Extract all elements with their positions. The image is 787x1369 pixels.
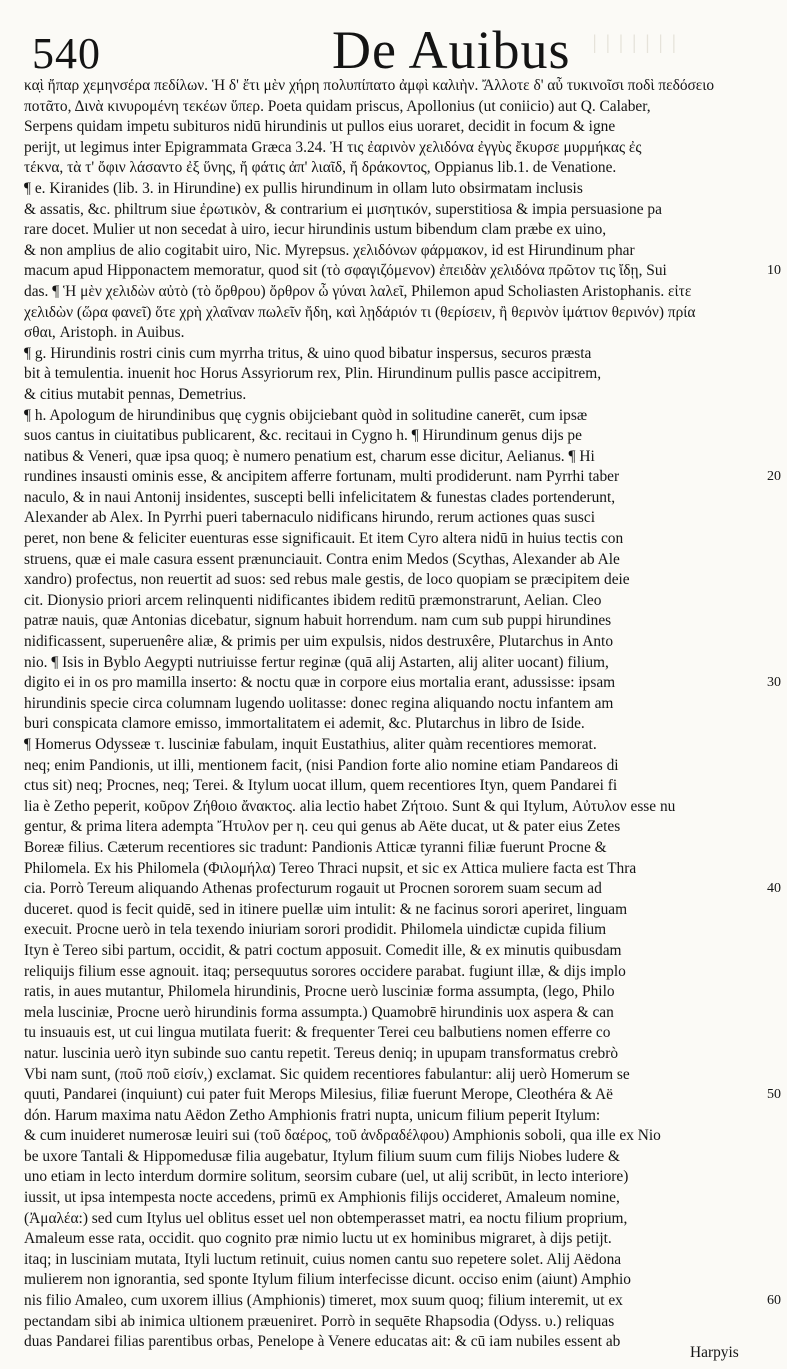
text-line: τέκνα, τὰ τ' ὄφιν λάσαντο ἐξ ὕνης, ἤ φάτις ἀπ' λιαῖδ, ἤ δράκοντος, Oppianus lib.1. de Venatione. [24,159,617,177]
text-line: Vbi nam sunt, (ποῦ ποῦ εἰσίν,) exclamat. Sic quidem recentiores fabulantur: alij uerò Homerum se [24,1065,630,1083]
text-line: digito ei in os pro mamilla inserto: & noctu quæ in corpore eius mortalia erant, adussisse: ipsam [24,674,616,692]
margin-line-number: 50 [767,1087,781,1103]
text-line: natur. luscinia uerò ityn subinde suo cantu repetit. Tereus deniq; in upupam transformatus crebrò [24,1044,619,1062]
text-line: neq; enim Pandionis, ut illi, mentionem facit, (nisi Pandion forte alio nomine etiam Pandareos di [24,756,619,774]
text-line: ratis, in aues mutantur, Philomela hirundinis, Procne uerò lusciniæ forma assumpta, (lego, Philo [24,983,615,1001]
text-line: reliquijs filium esse agnouit. itaq; persequutus sorores occidere parabat. fugiunt illæ, & dijs implo [24,962,626,980]
text-line: macum apud Hipponactem memoratur, quod sit (τὸ σφαγιζόμενον) ἐπειδὰν χελιδόνα πρῶτον τις ἴδῃ, Sui [24,262,667,280]
text-line: ¶ h. Apologum de hirundinibus quę cygnis obijciebant quòd in solitudine canerēt, cum ipsæ [24,406,588,424]
text-line: struens, quæ ei male casura essent prænunciauit. Contra enim Medos (Scythas, Alexander ab Ale [24,550,620,568]
text-line: cia. Porrò Tereum aliquando Athenas profecturum rogauit ut Procnen sororem suam secum ad [24,880,602,898]
text-line: hirundinis specie circa columnam lugendo uolitasse: donec regina aliquando noctu infantem am [24,694,614,712]
text-line: be uxore Tantali & Hippomedusæ filia augebatur, Itylum filium suum cum filijs Niobes ludere & [24,1147,621,1165]
text-line: buri conspicata clamore emisso, immortalitatem ei ademit, &c. Plutarchus in libro de Iside. [24,715,585,733]
text-line: Ityn è Tereo sibi partum, occidit, & patri coctum apposuit. Comedit ille, & ex minutis quibusdam [24,941,622,959]
text-line: patræ nauis, quæ Antonias dicebatur, signum habuit horrendum. nam cum sub puppi hirundines [24,612,612,630]
catchword: Harpyis [690,1344,739,1361]
text-line: lia è Zetho peperit, κοῦρον Ζήθοιο ἄνακτος. alia lectio habet Ζήτοιο. Sunt & qui Itylum, Αὐτυλον esse nu [24,797,676,815]
text-line: rare docet. Mulier ut non secedat à uiro, iecur hirundinis ustum bibendum clam præbe ex uino, [24,221,607,239]
text-line: & citius mutabit pennas, Demetrius. [24,385,247,403]
text-line: & non amplius de alio cogitabit uiro, Nic. Myrepsus. χελιδόνων φάρμακον, id est Hirundinum phar [24,241,635,259]
text-line: (Ἀμαλέα:) sed cum Itylus uel oblitus esset uel non obtemperasset matri, ea noctu filium proprium, [24,1209,628,1227]
text-line: gentur, & prima litera adempta Ἤτυλον per η. ceu qui genus ab Aëte ducat, ut & pater eius Zetes [24,818,621,836]
text-line: execuit. Procne uerò in tela texendo iniuriam sorori prodidit. Philomela uindictæ cupida filium [24,921,607,939]
text-line: χελιδὼν (ὥρα φανεῖ) ὅτε χρὴ χλαῖναν πωλεῖν ἤδη, καὶ λῃδάριόν τι (θερίσειν, ἢ θερινὸν ἱμάτιον θερινόν) πρία [24,303,696,321]
text-line: peret, non bene & feliciter euenturas esse significauit. Et item Cyro altera nidū in huius tectis con [24,530,624,548]
bleed-through: ǀǀǀǀǀǀǀ [592,30,685,59]
text-line: nidificassent, superuenêre aliæ, & primis per uim expulsis, nidos destruxêre, Plutarchus in Anto [24,633,614,651]
text-line: rundines insausti ominis esse, & ancipitem afferre fortunam, multi prodiderunt. nam Pyrrhi taber [24,468,620,486]
text-line: Philomela. Ex his Philomela (Φιλομήλα) Tereo Thraci nupsit, et sic ex Attica muliere facta est Thra [24,859,637,877]
text-line: ¶ Homerus Odysseæ τ. lusciniæ fabulam, inquit Eustathius, aliter quàm recentiores memorat. [24,736,597,753]
text-line: dón. Harum maxima natu Aëdon Zetho Amphionis fratri nupta, unicum filium peperit Itylum: [24,1106,601,1124]
text-line: ctus sit) neq; Procnes, neq; Terei. & Itylum uocat illum, quem recentiores Ityn, quem Pandarei fi [24,777,618,795]
text-line: & cum inuideret numerosæ leuiri sui (τοῦ δαέρος, τοῦ ἀνδραδέλφου) Amphionis soboli, qua ille ex Nio [24,1127,661,1145]
margin-line-number: 20 [767,469,781,485]
text-line: bit à temulentia. inuenit hoc Horus Assyriorum rex, Plin. Hirundinum pullis pasce accipitrem, [24,365,602,383]
text-body [24,76,762,1353]
page-header [32,20,762,80]
text-line: quuti, Pandarei (inquiunt) cui pater fuit Merops Milesius, filiæ fuerunt Merope, Cleothéra & Aë [24,1086,613,1104]
text-line: duas Pandarei filias parentibus orbas, Penelope à Venere educatas ait: & cū iam nubiles essent ab [24,1333,621,1351]
text-line: pectandam sibi ab inimica ultionem præueniret. Porrò in sequēte Rhapsodia (Odyss. υ.) reliquas [24,1312,615,1330]
text-line: Boreæ filius. Cæterum recentiores sic tradunt: Pandionis Atticæ tyranni filiæ fuerunt Procne & [24,838,607,856]
text-line: nis filio Amaleo, cum uxorem illius (Amphionis) timeret, mox suum quoq; filium interemit, ut ex [24,1292,623,1310]
margin-line-number: 10 [767,263,781,279]
text-line: duceret. quod is fecit quidē, sed in itinere puellæ uim intulit: & ne facinus sorori aperiret, linguam [24,900,628,918]
text-line: das. ¶ Ἡ μὲν χελιδὼν αὐτὸ (τὸ ὄρθρου) ὄρθρον ὦ γύναι λαλεῖ, Philemon apud Scholiasten Aristophanis. εἰτε [24,282,692,300]
text-line: Serpens quidam impetu subituros nidū hirundinis ut pullos eius uoraret, decidit in focum & igne [24,118,616,136]
text-line: itaq; in lusciniam mutata, Ityli luctum retinuit, cuius nomen cantu suo repetere solet. Alij Aëdona [24,1250,622,1268]
text-line: perijt, ut legimus inter Epigrammata Græca 3.24. Ἠ τις ἐαρινὸν χελιδόνα ἐγγὺς ἔκυρσε μυρμήκας ἐς [24,138,642,156]
text-line: σθαι, Aristoph. in Auibus. [24,324,185,342]
text-line: tu insuauis est, ut cui lingua mutilata fuerit: & frequenter Terei ceu balbutiens nomen efferre co [24,1024,611,1042]
margin-line-number: 40 [767,881,781,897]
text-line: & assatis, &c. philtrum siue ἐρωτικὸν, & contrarium ei μισητικόν, superstitiosa & impia persuasione pa [24,200,662,218]
margin-line-number: 30 [767,675,781,691]
text-line: natibus & Veneri, quæ ipsa quoq; è numero penatium est, charum esse dicitur, Aelianus. ¶ Hi [24,447,595,465]
text-line: mela lusciniæ, Procne uerò hirundinis forma assumpta.) Quamobrē hirundinis uox aspera & can [24,1003,614,1021]
text-line: xandro) profectus, non reuertit ad suos: sed rebus male gestis, de loco quopiam se præcipitem deie [24,571,630,589]
margin-line-number: 60 [767,1293,781,1309]
text-line: κα̣ὶ ἤπαρ χεμηνσέρα πεδίλων. Ἡ δ' ἔτι μὲν χήρη πολυπίπατο ἀμφὶ καλιὴν. Ἄλλοτε δ' αὖ τυκινοῖσι ποδὶ πεδόσειο [24,77,715,94]
text-line: ποτᾶτο, Δινὰ κινυρομένη τεκέων ὕπερ. Poeta quidam priscus, Apollonius (ut coniicio) aut Q. Calaber, [24,97,651,115]
running-title: De Auibus [332,20,571,80]
text-line: cit. Dionysio priori arcem relinquenti nidificantes ibidem reditū præmonstrarunt, Aelian. Cleo [24,591,602,609]
text-line: ¶ g. Hirundinis rostri cinis cum myrrha tritus, & uino quod bibatur inspersus, securos præsta [24,344,592,362]
page-number: 540 [32,29,101,78]
text-line: mulierem non ignorantia, sed sponte Itylum filium interfecisse dicunt. occiso enim (aiunt) Amphio [24,1271,631,1289]
text-line: iussit, ut ipsa intempesta nocte accedens, primū ex Amphionis filijs occideret, Amaleum nomine, [24,1189,620,1207]
text-line: suos cantus in ciuitatibus publicarent, &c. recitaui in Cygno h. ¶ Hirundinum genus dijs pe [24,427,582,445]
text-line: nio. ¶ Isis in Byblo Aegypti nutriuisse fertur reginæ (quā alij Astarten, alij aliter uocant) filium, [24,653,609,671]
text-line: Amaleum esse rata, occidit. quo cognito præ nimio luctu ut ex hominibus migraret, à dijs petijt. [24,1230,612,1248]
text-line: uno etiam in lecto interdum dormire solitum, seorsim cubare (uel, ut alij scribūt, in lecto interiore) [24,1168,629,1186]
text-line: Alexander ab Alex. In Pyrrhi pueri tabernaculo nidificans hirundo, rerum actiones quas susci [24,509,595,527]
text-line: ¶ e. Kiranides (lib. 3. in Hirundine) ex pullis hirundinum in ollam luto obsirmatam inclusis [24,179,583,197]
text-line: naculo, & in naui Antonij insidentes, suscepti belli infelicitatem & funestas clades portenderunt, [24,488,616,506]
